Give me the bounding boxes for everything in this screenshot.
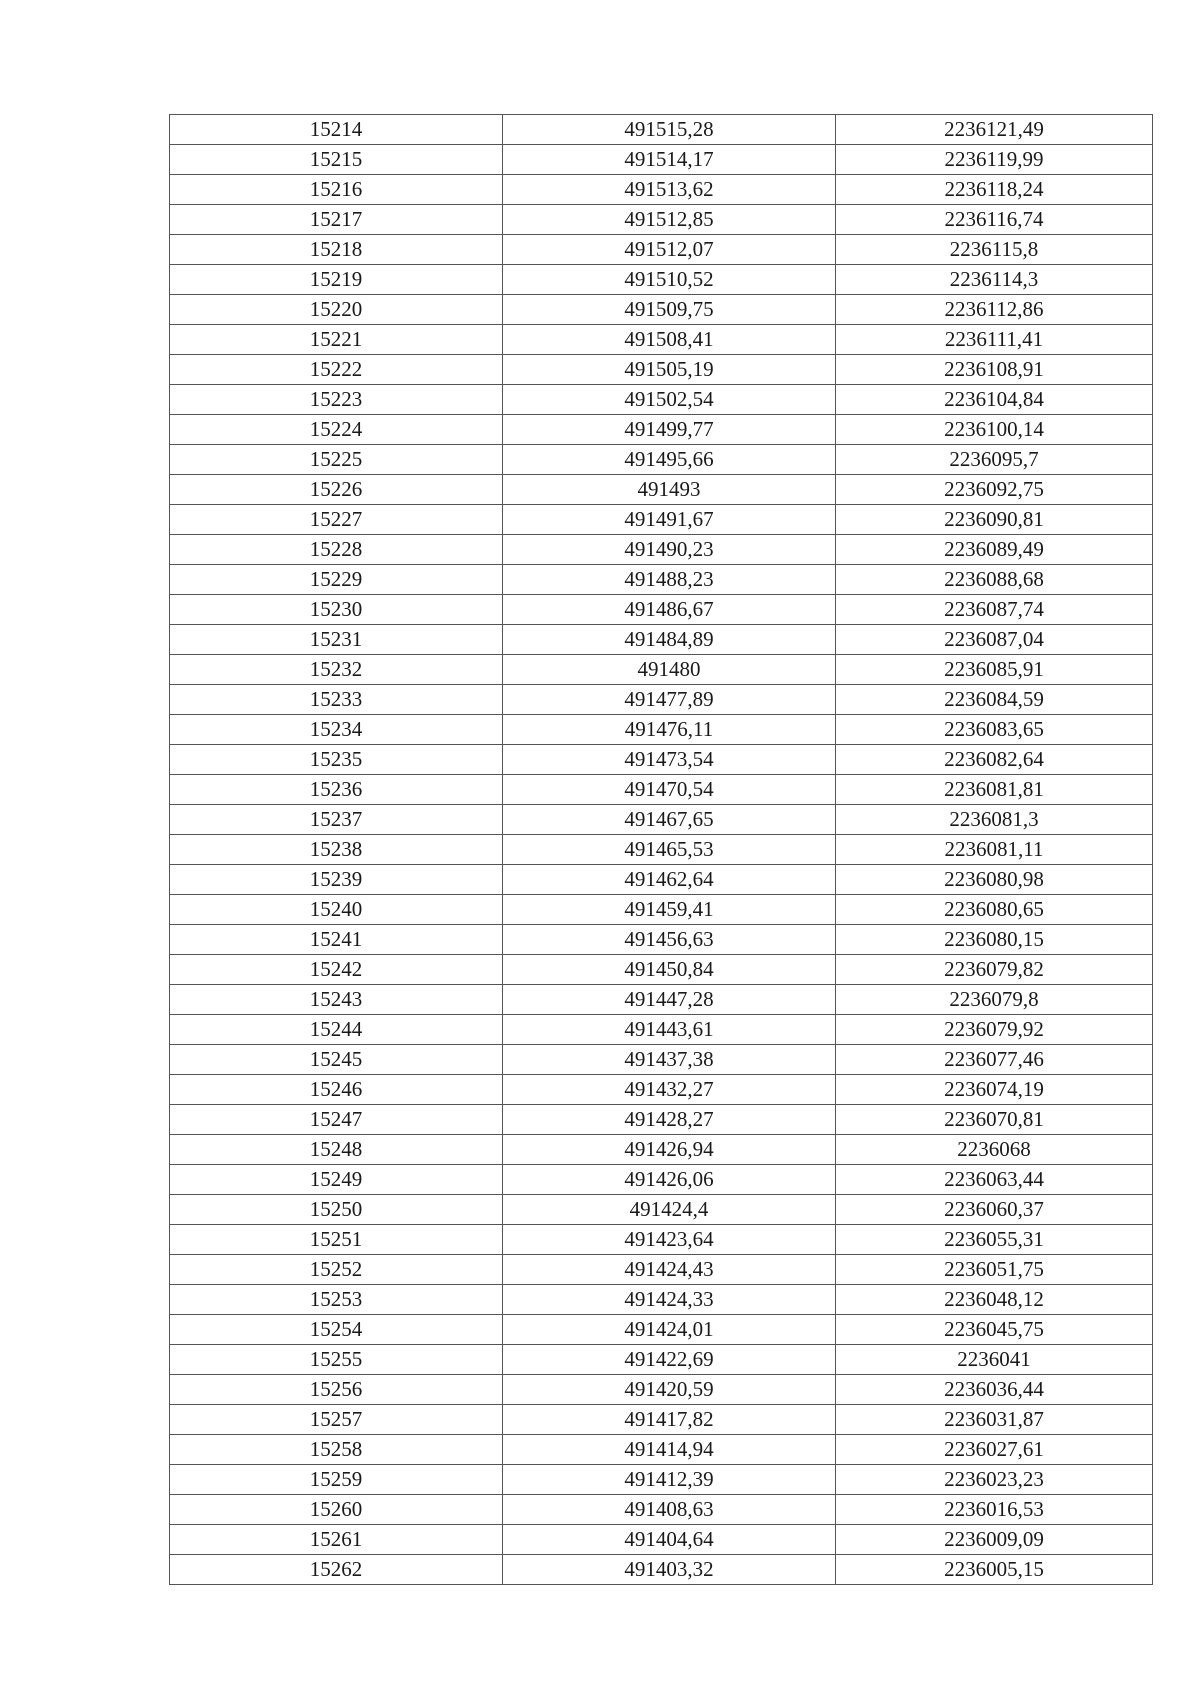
point-number-cell: 15231 (170, 625, 503, 655)
y-coordinate-cell: 2236070,81 (836, 1105, 1153, 1135)
x-coordinate-cell: 491432,27 (503, 1075, 836, 1105)
point-number-cell: 15259 (170, 1465, 503, 1495)
point-number-cell: 15261 (170, 1525, 503, 1555)
y-coordinate-cell: 2236068 (836, 1135, 1153, 1165)
point-number-cell: 15248 (170, 1135, 503, 1165)
x-coordinate-cell: 491491,67 (503, 505, 836, 535)
y-coordinate-cell: 2236089,49 (836, 535, 1153, 565)
y-coordinate-cell: 2236087,04 (836, 625, 1153, 655)
y-coordinate-cell: 2236104,84 (836, 385, 1153, 415)
x-coordinate-cell: 491509,75 (503, 295, 836, 325)
y-coordinate-cell: 2236111,41 (836, 325, 1153, 355)
x-coordinate-cell: 491420,59 (503, 1375, 836, 1405)
point-number-cell: 15222 (170, 355, 503, 385)
table-row (170, 1315, 1153, 1345)
x-coordinate-cell: 491512,85 (503, 205, 836, 235)
point-number-cell: 15241 (170, 925, 503, 955)
x-coordinate-cell: 491426,94 (503, 1135, 836, 1165)
y-coordinate-cell: 2236088,68 (836, 565, 1153, 595)
x-coordinate-cell: 491437,38 (503, 1045, 836, 1075)
y-coordinate-cell: 2236041 (836, 1345, 1153, 1375)
y-coordinate-cell: 2236108,91 (836, 355, 1153, 385)
y-coordinate-cell: 2236085,91 (836, 655, 1153, 685)
y-coordinate-cell: 2236115,8 (836, 235, 1153, 265)
point-number-cell: 15232 (170, 655, 503, 685)
table-row (170, 355, 1153, 385)
table-row (170, 505, 1153, 535)
y-coordinate-cell: 2236077,46 (836, 1045, 1153, 1075)
table-row (170, 1075, 1153, 1105)
point-number-cell: 15216 (170, 175, 503, 205)
point-number-cell: 15218 (170, 235, 503, 265)
table-row (170, 1105, 1153, 1135)
table-row (170, 775, 1153, 805)
table-row (170, 655, 1153, 685)
x-coordinate-cell: 491422,69 (503, 1345, 836, 1375)
x-coordinate-cell: 491510,52 (503, 265, 836, 295)
y-coordinate-cell: 2236045,75 (836, 1315, 1153, 1345)
y-coordinate-cell: 2236005,15 (836, 1555, 1153, 1585)
x-coordinate-cell: 491465,53 (503, 835, 836, 865)
x-coordinate-cell: 491428,27 (503, 1105, 836, 1135)
point-number-cell: 15214 (170, 115, 503, 145)
y-coordinate-cell: 2236060,37 (836, 1195, 1153, 1225)
y-coordinate-cell: 2236083,65 (836, 715, 1153, 745)
table-row (170, 175, 1153, 205)
point-number-cell: 15258 (170, 1435, 503, 1465)
y-coordinate-cell: 2236114,3 (836, 265, 1153, 295)
table-row (170, 1555, 1153, 1585)
y-coordinate-cell: 2236081,81 (836, 775, 1153, 805)
x-coordinate-cell: 491488,23 (503, 565, 836, 595)
y-coordinate-cell: 2236090,81 (836, 505, 1153, 535)
point-number-cell: 15252 (170, 1255, 503, 1285)
point-number-cell: 15220 (170, 295, 503, 325)
x-coordinate-cell: 491502,54 (503, 385, 836, 415)
table-row (170, 1435, 1153, 1465)
y-coordinate-cell: 2236084,59 (836, 685, 1153, 715)
y-coordinate-cell: 2236118,24 (836, 175, 1153, 205)
x-coordinate-cell: 491512,07 (503, 235, 836, 265)
x-coordinate-cell: 491417,82 (503, 1405, 836, 1435)
point-number-cell: 15249 (170, 1165, 503, 1195)
table-row (170, 295, 1153, 325)
point-number-cell: 15235 (170, 745, 503, 775)
y-coordinate-cell: 2236079,82 (836, 955, 1153, 985)
x-coordinate-cell: 491450,84 (503, 955, 836, 985)
x-coordinate-cell: 491480 (503, 655, 836, 685)
table-row (170, 1405, 1153, 1435)
x-coordinate-cell: 491505,19 (503, 355, 836, 385)
x-coordinate-cell: 491424,4 (503, 1195, 836, 1225)
x-coordinate-cell: 491426,06 (503, 1165, 836, 1195)
y-coordinate-cell: 2236080,98 (836, 865, 1153, 895)
x-coordinate-cell: 491423,64 (503, 1225, 836, 1255)
y-coordinate-cell: 2236048,12 (836, 1285, 1153, 1315)
point-number-cell: 15233 (170, 685, 503, 715)
x-coordinate-cell: 491462,64 (503, 865, 836, 895)
table-row (170, 1225, 1153, 1255)
table-row (170, 1045, 1153, 1075)
table-row (170, 1195, 1153, 1225)
y-coordinate-cell: 2236082,64 (836, 745, 1153, 775)
point-number-cell: 15256 (170, 1375, 503, 1405)
table-row (170, 895, 1153, 925)
x-coordinate-cell: 491495,66 (503, 445, 836, 475)
y-coordinate-cell: 2236074,19 (836, 1075, 1153, 1105)
table-row (170, 1345, 1153, 1375)
x-coordinate-cell: 491424,33 (503, 1285, 836, 1315)
point-number-cell: 15219 (170, 265, 503, 295)
y-coordinate-cell: 2236119,99 (836, 145, 1153, 175)
x-coordinate-cell: 491459,41 (503, 895, 836, 925)
table-row (170, 985, 1153, 1015)
table-row (170, 205, 1153, 235)
table-row (170, 745, 1153, 775)
x-coordinate-cell: 491477,89 (503, 685, 836, 715)
y-coordinate-cell: 2236080,65 (836, 895, 1153, 925)
point-number-cell: 15240 (170, 895, 503, 925)
table-row (170, 235, 1153, 265)
point-number-cell: 15225 (170, 445, 503, 475)
table-row (170, 1465, 1153, 1495)
y-coordinate-cell: 2236080,15 (836, 925, 1153, 955)
table-row (170, 1285, 1153, 1315)
table-row (170, 475, 1153, 505)
x-coordinate-cell: 491484,89 (503, 625, 836, 655)
x-coordinate-cell: 491467,65 (503, 805, 836, 835)
point-number-cell: 15257 (170, 1405, 503, 1435)
y-coordinate-cell: 2236055,31 (836, 1225, 1153, 1255)
table-row (170, 145, 1153, 175)
table-row (170, 925, 1153, 955)
x-coordinate-cell: 491404,64 (503, 1525, 836, 1555)
x-coordinate-cell: 491403,32 (503, 1555, 836, 1585)
point-number-cell: 15255 (170, 1345, 503, 1375)
point-number-cell: 15245 (170, 1045, 503, 1075)
table-row (170, 535, 1153, 565)
point-number-cell: 15230 (170, 595, 503, 625)
point-number-cell: 15224 (170, 415, 503, 445)
y-coordinate-cell: 2236023,23 (836, 1465, 1153, 1495)
point-number-cell: 15246 (170, 1075, 503, 1105)
x-coordinate-cell: 491456,63 (503, 925, 836, 955)
x-coordinate-cell: 491424,01 (503, 1315, 836, 1345)
point-number-cell: 15260 (170, 1495, 503, 1525)
point-number-cell: 15238 (170, 835, 503, 865)
x-coordinate-cell: 491476,11 (503, 715, 836, 745)
x-coordinate-cell: 491493 (503, 475, 836, 505)
table-row (170, 805, 1153, 835)
x-coordinate-cell: 491514,17 (503, 145, 836, 175)
point-number-cell: 15251 (170, 1225, 503, 1255)
table-row (170, 265, 1153, 295)
table-row (170, 595, 1153, 625)
coordinates-table-body (170, 115, 1153, 1585)
y-coordinate-cell: 2236079,92 (836, 1015, 1153, 1045)
y-coordinate-cell: 2236100,14 (836, 415, 1153, 445)
point-number-cell: 15242 (170, 955, 503, 985)
y-coordinate-cell: 2236009,09 (836, 1525, 1153, 1555)
x-coordinate-cell: 491513,62 (503, 175, 836, 205)
table-row (170, 115, 1153, 145)
x-coordinate-cell: 491473,54 (503, 745, 836, 775)
table-row (170, 565, 1153, 595)
x-coordinate-cell: 491490,23 (503, 535, 836, 565)
point-number-cell: 15227 (170, 505, 503, 535)
point-number-cell: 15250 (170, 1195, 503, 1225)
y-coordinate-cell: 2236087,74 (836, 595, 1153, 625)
x-coordinate-cell: 491486,67 (503, 595, 836, 625)
table-row (170, 445, 1153, 475)
x-coordinate-cell: 491414,94 (503, 1435, 836, 1465)
y-coordinate-cell: 2236095,7 (836, 445, 1153, 475)
point-number-cell: 15221 (170, 325, 503, 355)
y-coordinate-cell: 2236081,3 (836, 805, 1153, 835)
x-coordinate-cell: 491499,77 (503, 415, 836, 445)
coordinates-table (169, 114, 1153, 1585)
table-row (170, 1165, 1153, 1195)
y-coordinate-cell: 2236081,11 (836, 835, 1153, 865)
table-row (170, 385, 1153, 415)
point-number-cell: 15262 (170, 1555, 503, 1585)
table-row (170, 1135, 1153, 1165)
point-number-cell: 15217 (170, 205, 503, 235)
x-coordinate-cell: 491470,54 (503, 775, 836, 805)
point-number-cell: 15236 (170, 775, 503, 805)
y-coordinate-cell: 2236036,44 (836, 1375, 1153, 1405)
table-row (170, 1255, 1153, 1285)
y-coordinate-cell: 2236079,8 (836, 985, 1153, 1015)
table-row (170, 325, 1153, 355)
table-row (170, 835, 1153, 865)
y-coordinate-cell: 2236116,74 (836, 205, 1153, 235)
x-coordinate-cell: 491515,28 (503, 115, 836, 145)
table-row (170, 1375, 1153, 1405)
table-row (170, 685, 1153, 715)
y-coordinate-cell: 2236016,53 (836, 1495, 1153, 1525)
table-row (170, 1495, 1153, 1525)
point-number-cell: 15226 (170, 475, 503, 505)
table-row (170, 625, 1153, 655)
point-number-cell: 15229 (170, 565, 503, 595)
x-coordinate-cell: 491412,39 (503, 1465, 836, 1495)
point-number-cell: 15239 (170, 865, 503, 895)
table-row (170, 1525, 1153, 1555)
point-number-cell: 15234 (170, 715, 503, 745)
table-row (170, 955, 1153, 985)
x-coordinate-cell: 491408,63 (503, 1495, 836, 1525)
table-row (170, 1015, 1153, 1045)
y-coordinate-cell: 2236063,44 (836, 1165, 1153, 1195)
y-coordinate-cell: 2236092,75 (836, 475, 1153, 505)
point-number-cell: 15243 (170, 985, 503, 1015)
point-number-cell: 15244 (170, 1015, 503, 1045)
y-coordinate-cell: 2236027,61 (836, 1435, 1153, 1465)
table-row (170, 715, 1153, 745)
y-coordinate-cell: 2236121,49 (836, 115, 1153, 145)
point-number-cell: 15215 (170, 145, 503, 175)
table-row (170, 415, 1153, 445)
point-number-cell: 15254 (170, 1315, 503, 1345)
y-coordinate-cell: 2236112,86 (836, 295, 1153, 325)
y-coordinate-cell: 2236051,75 (836, 1255, 1153, 1285)
x-coordinate-cell: 491424,43 (503, 1255, 836, 1285)
point-number-cell: 15223 (170, 385, 503, 415)
table-row (170, 865, 1153, 895)
x-coordinate-cell: 491447,28 (503, 985, 836, 1015)
y-coordinate-cell: 2236031,87 (836, 1405, 1153, 1435)
x-coordinate-cell: 491443,61 (503, 1015, 836, 1045)
point-number-cell: 15247 (170, 1105, 503, 1135)
x-coordinate-cell: 491508,41 (503, 325, 836, 355)
point-number-cell: 15253 (170, 1285, 503, 1315)
point-number-cell: 15237 (170, 805, 503, 835)
point-number-cell: 15228 (170, 535, 503, 565)
